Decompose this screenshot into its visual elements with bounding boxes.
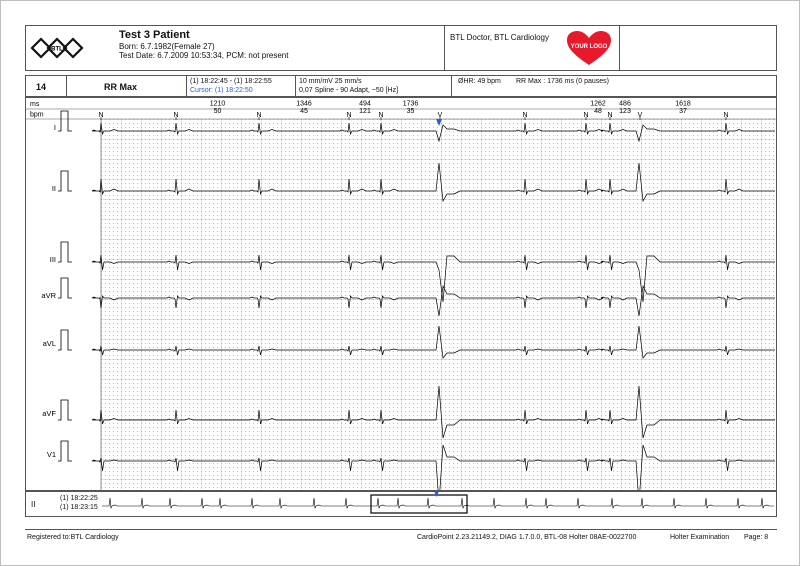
calibration-pulse: [58, 171, 72, 191]
rr-interval-ms: 1736: [402, 100, 419, 108]
beat-label: N: [346, 112, 352, 119]
heart-rate-bpm: 48: [594, 108, 602, 115]
test-date: Test Date: 6.7.2009 10:53:34, PCM: not present: [119, 51, 289, 60]
beat-label: N: [607, 112, 613, 119]
gain-speed: 10 mm/mV 25 mm/s: [299, 78, 362, 85]
brand-logo-text: BTL: [51, 46, 63, 53]
doctor-name: BTL Doctor, BTL Cardiology: [450, 33, 550, 42]
report-title: RR Max: [104, 82, 138, 92]
rhythm-header: [98, 101, 728, 121]
lead-label-III: III: [49, 255, 56, 264]
beat-label: N: [98, 112, 104, 119]
heart-rate-bpm: 45: [300, 108, 308, 115]
lead-label-V1: V1: [46, 450, 56, 459]
beat-label: V: [637, 112, 643, 119]
cursor-time: Cursor: (1) 18:22:50: [190, 87, 253, 94]
calibration-pulse: [58, 111, 72, 131]
your-logo: [564, 29, 614, 67]
lead-label-aVF: aVF: [42, 409, 56, 418]
rr-interval-ms: 1346: [296, 100, 312, 108]
report-header: [25, 25, 777, 71]
rr-interval-ms: 486: [619, 100, 631, 108]
rr-max-value: RR Max : 1736 ms (0 pauses): [516, 78, 609, 85]
your-logo-text: YOUR LOGO: [570, 44, 608, 50]
heart-rate-bpm: 121: [359, 108, 371, 115]
overview-trace[interactable]: [102, 492, 774, 516]
overview-lead-label: II: [31, 500, 36, 509]
software-version: CardioPoint 2.23.21149.2, DIAG 1.7.0.0, BTL-08 Holter 08AE-0022700: [417, 534, 637, 541]
heart-rate-bpm: 35: [406, 108, 415, 115]
overview-strip: [25, 491, 777, 517]
overview-end-time: (1) 18:23:15: [60, 504, 98, 511]
registered-to: Registered to:BTL Cardiology: [27, 534, 119, 541]
lead-label-II: II: [51, 184, 56, 193]
lead-label-aVR: aVR: [41, 291, 56, 300]
info-bar: [25, 75, 777, 97]
page-number: 14: [36, 82, 47, 92]
exam-type: Holter Examination: [670, 534, 730, 541]
lead-label-aVL: aVL: [42, 339, 56, 348]
heart-rate-bpm: 37: [679, 108, 687, 115]
rr-interval-ms: 1210: [209, 100, 226, 108]
filter-settings: 0,07 Spline - 90 Adapt, ~50 [Hz]: [299, 87, 399, 94]
calibration-pulses: [41, 111, 72, 461]
calibration-pulse: [58, 278, 72, 298]
calibration-pulse: [58, 330, 72, 350]
patient-name: Test 3 Patient: [119, 29, 190, 41]
calibration-pulse: [58, 441, 72, 461]
heart-rate-bpm: 123: [619, 108, 631, 115]
bpm-label: bpm: [30, 111, 44, 119]
ecg-panel: [25, 97, 777, 491]
lead-label-I: I: [53, 123, 56, 132]
beat-label: N: [522, 112, 528, 119]
overview-start-time: (1) 18:22:25: [60, 495, 98, 502]
beat-label: N: [256, 112, 262, 119]
heart-rate-bpm: 50: [213, 108, 222, 115]
rr-interval-ms: 494: [359, 100, 371, 108]
beat-label: N: [583, 112, 589, 119]
calibration-pulse: [58, 242, 72, 262]
ms-label: ms: [30, 101, 40, 108]
beat-label: N: [723, 112, 729, 119]
beat-label: V: [437, 112, 443, 119]
overview-selection-window[interactable]: [371, 495, 467, 513]
patient-born: Born: 6.7.1982(Female 27): [119, 42, 215, 51]
page-indicator: Page: 8: [744, 534, 769, 541]
rr-interval-ms: 1618: [675, 100, 691, 108]
rr-interval-ms: 1262: [590, 100, 606, 108]
beat-label: N: [378, 112, 384, 119]
brand-logo: [28, 32, 86, 64]
time-range: (1) 18:22:45 - (1) 18:22:55: [190, 78, 272, 85]
heart-rate: ØHR: 49 bpm: [458, 78, 501, 85]
beat-label: N: [173, 112, 179, 119]
calibration-pulse: [58, 400, 72, 420]
